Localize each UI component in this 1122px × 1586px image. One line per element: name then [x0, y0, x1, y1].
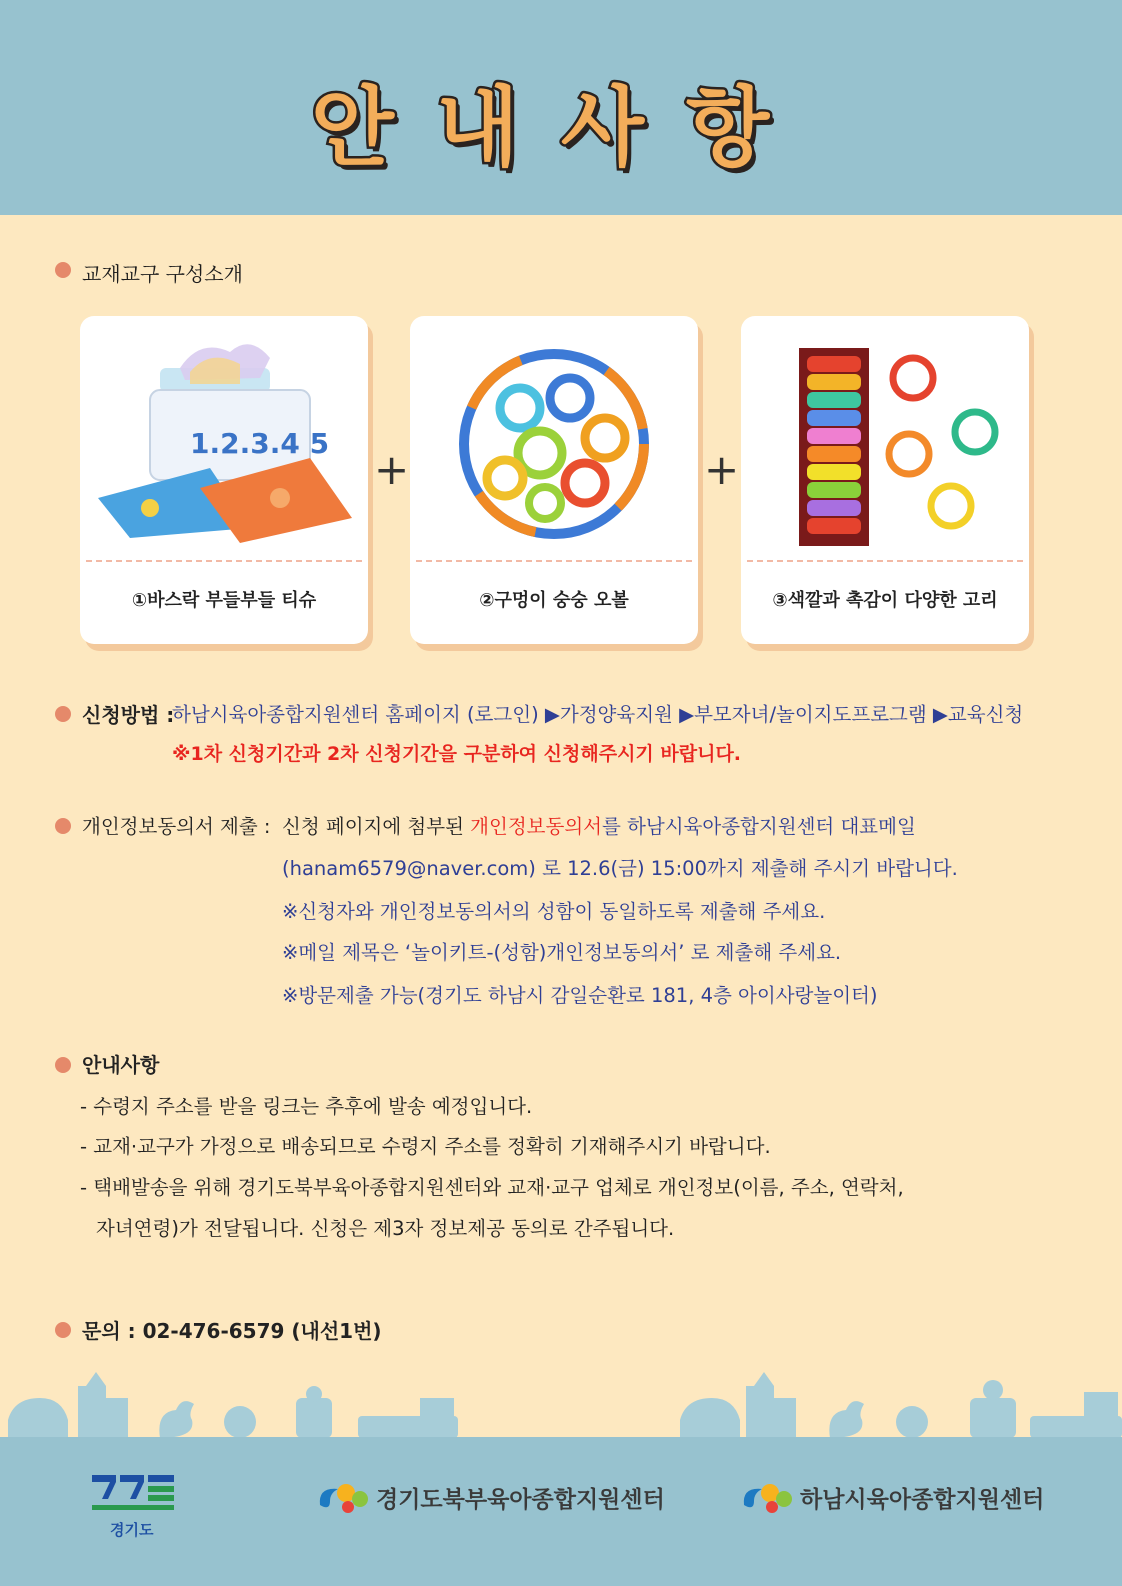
- consent-line2: (hanam6579@naver.com) 로 12.6(금) 15:00까지 제출해 주시기 바랍니다.: [282, 857, 958, 880]
- notice-label: 안내사항: [82, 1053, 160, 1077]
- north-center-name: 경기도북부육아종합지원센터: [376, 1487, 665, 1513]
- plus-icon: +: [374, 445, 410, 494]
- gyeonggi-logo-icon: [92, 1475, 174, 1515]
- material-card-3: [741, 316, 1029, 644]
- bullet-icon: [55, 262, 71, 278]
- card-divider: [416, 560, 692, 562]
- tissue-toy-icon: [90, 328, 358, 560]
- consent-note-2: ※메일 제목은 ‘놀이키트-(성함)개인정보동의서’ 로 제출해 주세요.: [282, 941, 842, 964]
- oball-icon: [420, 328, 688, 560]
- material-caption-1: ①바스락 부들부들 티슈: [131, 590, 317, 611]
- notice-item-4: 자녀연령)가 전달됩니다. 신청은 제3자 정보제공 동의로 간주됩니다.: [96, 1217, 675, 1240]
- consent-line1-c: 를 하남시육아종합지원센터 대표메일: [602, 815, 916, 838]
- bullet-icon: [55, 706, 71, 722]
- svg-text:1.2.3.4 5: 1.2.3.4 5: [190, 427, 330, 460]
- apply-label: 신청방법 :: [82, 703, 175, 727]
- card-divider: [747, 560, 1023, 562]
- center-logo-icon: [740, 1479, 796, 1515]
- consent-note-1: ※신청자와 개인정보동의서의 성함이 동일하도록 제출해 주세요.: [282, 900, 826, 923]
- card-divider: [86, 560, 362, 562]
- bullet-icon: [55, 818, 71, 834]
- bullet-icon: [55, 1322, 71, 1338]
- toy-silhouettes-decoration: [0, 1368, 1122, 1438]
- consent-note-3: ※방문제출 가능(경기도 하남시 감일순환로 181, 4층 아이사랑놀이터): [282, 984, 878, 1007]
- gyeonggi-label: 경기도: [110, 1521, 154, 1539]
- contact-info: 문의 : 02-476-6579 (내선1번): [82, 1319, 382, 1343]
- page-title: 안내사항: [310, 78, 812, 178]
- material-card-2: [410, 316, 698, 644]
- apply-path: 하남시육아종합지원센터 홈페이지 (로그인) ▶가정양육지원 ▶부모자녀/놀이지도프로그램 ▶교육신청: [172, 703, 1024, 726]
- materials-label: 교재교구 구성소개: [82, 262, 243, 286]
- material-caption-2: ②구멍이 숭숭 오볼: [479, 590, 629, 611]
- consent-form-name: 개인정보동의서: [470, 815, 602, 838]
- header-banner: [0, 0, 1122, 215]
- footer-banner: [0, 1437, 1122, 1586]
- material-card-1: [80, 316, 368, 644]
- notice-item-2: - 교재·교구가 가정으로 배송되므로 수령지 주소를 정확히 기재해주시기 바랍니다.: [80, 1135, 771, 1158]
- center-logo-icon: [316, 1479, 372, 1515]
- apply-note: ※1차 신청기간과 2차 신청기간을 구분하여 신청해주시기 바랍니다.: [172, 743, 742, 765]
- consent-line1: [282, 811, 916, 839]
- material-caption-3: ③색깔과 촉감이 다양한 고리: [772, 590, 998, 611]
- notice-item-3: - 택배발송을 위해 경기도북부육아종합지원센터와 교재·교구 업체로 개인정보(이름, 주소, 연락처,: [80, 1176, 904, 1199]
- consent-label: 개인정보동의서 제출 :: [82, 815, 271, 838]
- plus-icon: +: [704, 445, 740, 494]
- rings-icon: [751, 328, 1019, 560]
- notice-item-1: - 수령지 주소를 받을 링크는 추후에 발송 예정입니다.: [80, 1095, 533, 1118]
- bullet-icon: [55, 1057, 71, 1073]
- hanam-center-name: 하남시육아종합지원센터: [800, 1487, 1045, 1513]
- consent-line1-a: 신청 페이지에 첨부된: [282, 815, 471, 838]
